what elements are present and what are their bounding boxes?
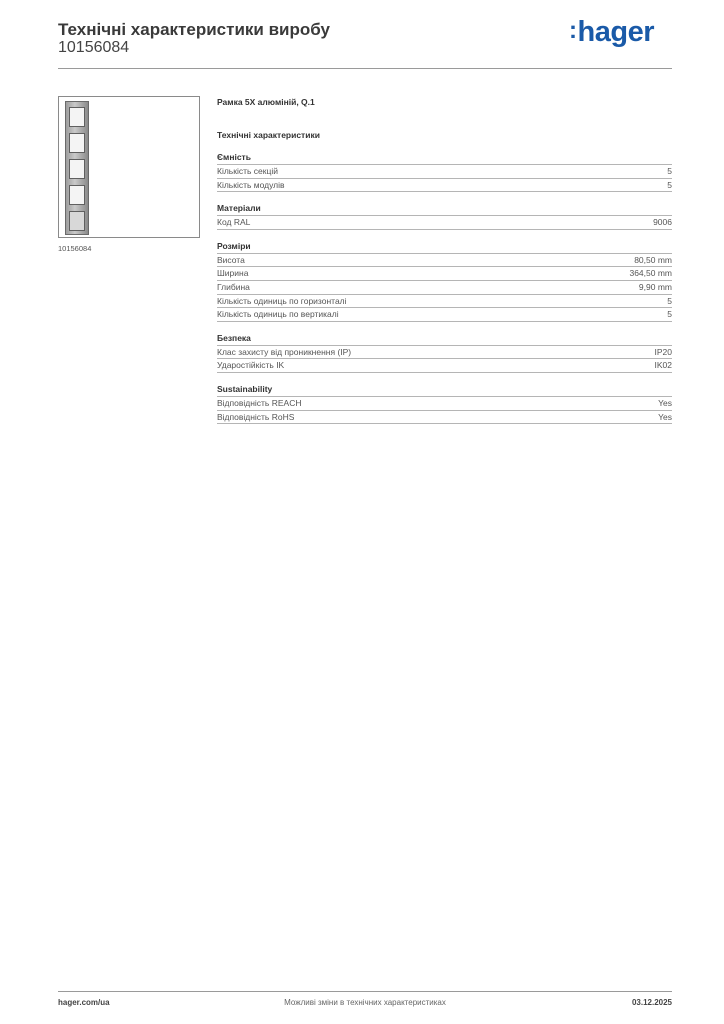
spec-label: Відповідність RoHS [217,411,295,422]
spec-value: 5 [667,309,672,320]
spec-label: Кількість секцій [217,166,278,176]
spec-heading: Технічні характеристики [217,130,320,140]
spec-label: Кількість одиниць по вертикалі [217,309,339,320]
spec-label: Ударостійкість IK [217,360,285,371]
section-title: Матеріали [217,203,672,216]
spec-section [217,384,672,424]
spec-row [217,281,672,295]
spec-row [217,216,672,230]
spec-label: Відповідність REACH [217,397,302,408]
section-title: Безпека [217,333,672,346]
footer-website-link[interactable]: hager.com/ua [58,998,110,1007]
spec-label: Код RAL [217,217,251,228]
spec-row [217,254,672,268]
footer-divider [58,991,672,992]
spec-value: 5 [667,179,672,190]
product-name: Рамка 5X алюміній, Q.1 [217,97,315,107]
spec-row [217,165,672,179]
spec-section [217,333,672,373]
spec-label: Кількість модулів [217,179,285,190]
frame-slot [69,211,85,231]
spec-section [217,203,672,230]
spec-value: 5 [667,166,672,176]
section-title: Розміри [217,241,672,254]
section-title: Ємність [217,152,672,165]
spec-value: Yes [658,411,672,422]
page-title: Технічні характеристики виробу [58,20,330,39]
spec-value: 80,50 mm [634,254,672,265]
spec-row [217,308,672,322]
image-caption: 10156084 [58,244,92,253]
frame-plate-illustration [65,101,89,235]
footer-note: Можливі зміни в технічних характеристиках [284,998,446,1007]
spec-row [217,295,672,309]
product-code: 10156084 [58,39,130,56]
spec-value: 5 [667,295,672,306]
footer-date: 03.12.2025 [631,998,672,1007]
spec-value: 9,90 mm [638,281,672,292]
spec-value: 9006 [653,217,672,228]
spec-value: IK02 [654,360,672,371]
header-divider [58,68,672,69]
spec-value: IP20 [654,346,672,357]
spec-row [217,411,672,425]
spec-sections [217,152,672,424]
spec-section [217,241,672,322]
spec-label: Кількість одиниць по горизонталі [217,295,347,306]
hager-logo[interactable]: :hager [569,16,654,48]
frame-slot [69,185,85,205]
spec-value: Yes [658,397,672,408]
spec-section [217,152,672,192]
spec-label: Глибина [217,281,250,292]
frame-slot [69,133,85,153]
logo-text: hager [577,16,654,48]
spec-row [217,267,672,281]
spec-row [217,346,672,360]
spec-label: Клас захисту від проникнення (IP) [217,346,352,357]
spec-row [217,397,672,411]
page-header [58,16,672,70]
spec-label: Ширина [217,268,249,279]
product-image [58,96,200,238]
spec-value: 364,50 mm [629,268,672,279]
frame-slot [69,107,85,127]
section-title: Sustainability [217,384,672,397]
spec-row [217,359,672,373]
spec-label: Висота [217,254,245,265]
spec-row [217,179,672,193]
spec-content [217,96,672,424]
frame-slot [69,159,85,179]
